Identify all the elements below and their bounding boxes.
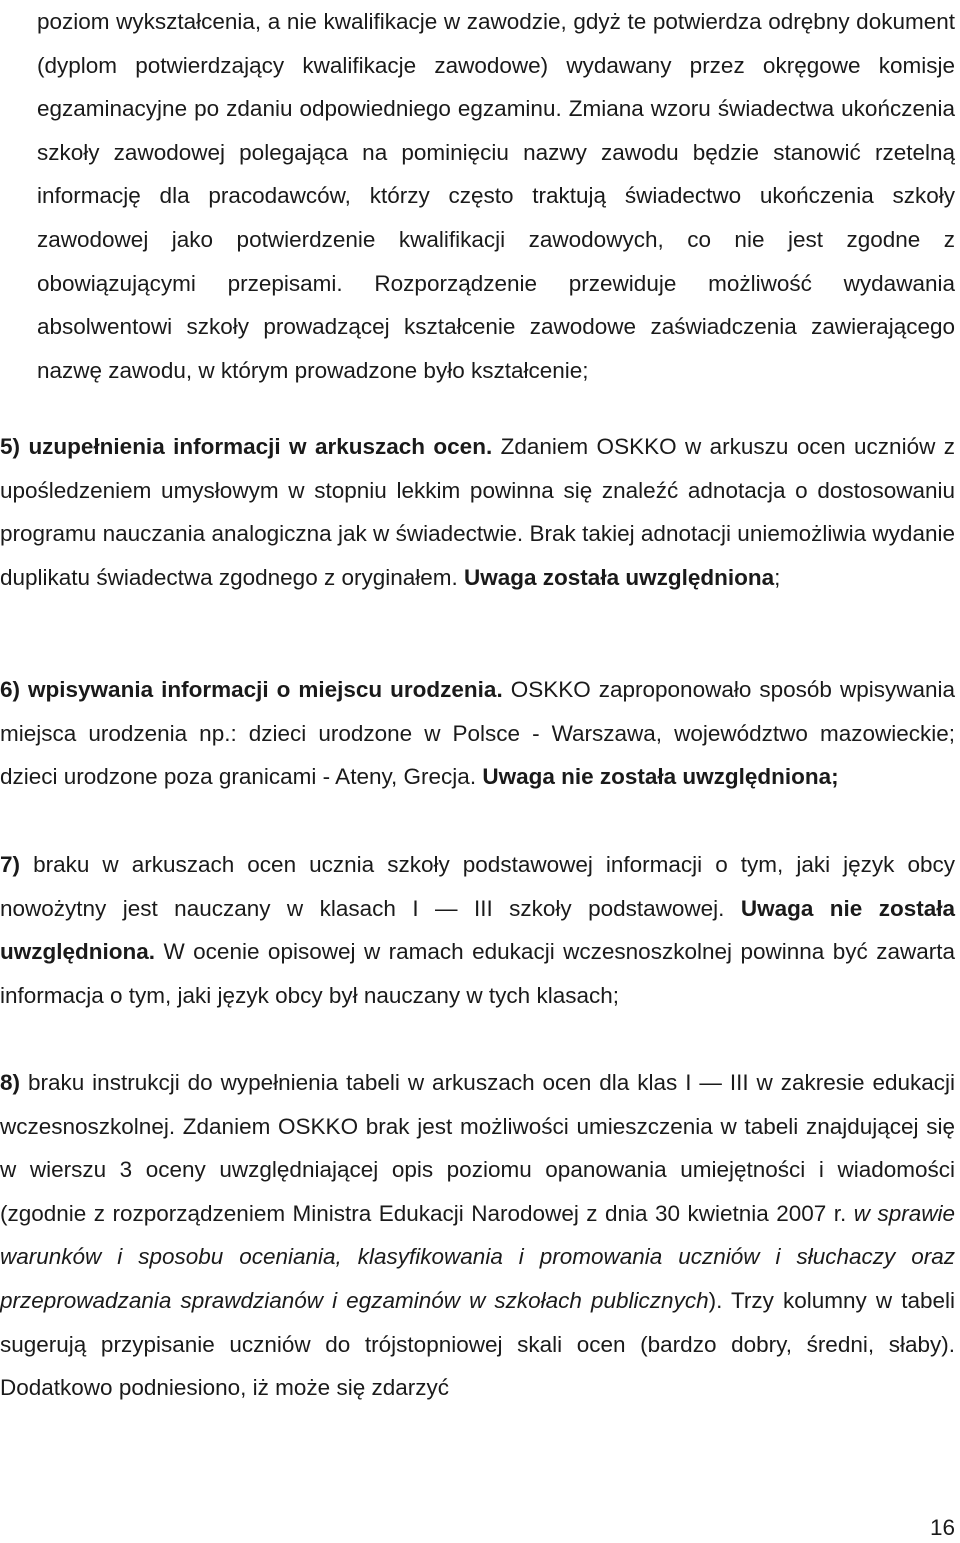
item-7-text: braku w arkuszach ocen ucznia szkoły podstawowej informacji o tym, jaki język obcy nowożytny jest nauczany w klasach I — III szkoły podstawowej. bbox=[0, 852, 955, 921]
item-6-heading: wpisywania informacji o miejscu urodzenia. bbox=[28, 677, 503, 702]
item-5-text: Zdaniem OSKKO w arkuszu ocen uczniów z upośledzeniem umysłowym w stopniu lekkim powinna się znaleźć adnotacja o dostosowaniu programu nauczania analogiczna jak w świadectwie. Brak takiej adnotacji uniemożliwia wydanie duplikatu świadectwa zgodnego z oryginałem. bbox=[0, 434, 955, 590]
item-8-number: 8) bbox=[0, 1070, 21, 1095]
item-7-tail: W ocenie opisowej w ramach edukacji wczesnoszkolnej powinna być zawarta informacja o tym, jaki język obcy był nauczany w tych klasach; bbox=[0, 939, 955, 1008]
item-6-number: 6) bbox=[0, 677, 21, 702]
item-7-number: 7) bbox=[0, 852, 21, 877]
list-item-5 bbox=[0, 425, 955, 599]
item-5-number: 5) bbox=[0, 434, 21, 459]
item-6-note: Uwaga nie została uwzględniona; bbox=[482, 764, 839, 790]
list-item-8 bbox=[0, 1061, 955, 1410]
list-item-6 bbox=[0, 668, 955, 799]
item-5-heading: uzupełnienia informacji w arkuszach ocen. bbox=[28, 434, 493, 459]
item-8-text-1: braku instrukcji do wypełnienia tabeli w arkuszach ocen dla klas I — III w zakresie edukacji wczesnoszkolnej. Zdaniem OSKKO brak jest możliwości umieszczenia w tabeli znajdującej się w wierszu 3 oceny uwzględniającej opis poziomu opanowania umiejętności i wiadomości (zgodnie z rozporządzeniem Ministra Edukacji Narodowej z dnia 30 kwietnia 2007 r. bbox=[0, 1070, 955, 1226]
item-5-tail: ; bbox=[774, 564, 781, 590]
item-8-text-2: ). Trzy kolumny w tabeli sugerują przypisanie uczniów do trójstopniowej skali ocen (bardzo dobry, średni, słaby). Dodatkowo podniesiono, iż może się zdarzyć bbox=[0, 1287, 955, 1401]
item-6-text: OSKKO zaproponowało sposób wpisywania miejsca urodzenia np.: dzieci urodzone w Polsce - Warszawa, województwo mazowieckie; dzieci urodzone poza granicami - Ateny, Grecja. bbox=[0, 677, 955, 790]
page-number: 16 bbox=[929, 1515, 955, 1540]
list-item-7 bbox=[0, 843, 955, 1017]
paragraph-intro bbox=[37, 0, 955, 392]
paragraph-intro-text: poziom wykształcenia, a nie kwalifikacje w zawodzie, gdyż te potwierdza odrębny dokument (dyplom potwierdzający kwalifikacje zawodowe) wydawany przez okręgowe komisje egzaminacyjne po zdaniu odpowiedniego egzaminu. Zmiana wzoru świadectwa ukończenia szkoły zawodowej polegająca na pominięciu nazwy zawodu będzie stanowić rzetelną informację dla pracodawców, którzy często traktują świadectwo ukończenia szkoły zawodowej jako potwierdzenie kwalifikacji zawodowych, co nie jest zgodne z obowiązującymi przepisami. Rozporządzenie przewiduje możliwość wydawania absolwentowi szkoły prowadzącej kształcenie zawodowe zaświadczenia zawierającego nazwę zawodu, w którym prowadzone było kształcenie; bbox=[37, 9, 955, 383]
item-5-note: Uwaga została uwzględniona bbox=[464, 564, 775, 590]
item-8-italic-title: w sprawie warunków i sposobu oceniania, klasyfikowania i promowania uczniów i słuchaczy oraz przeprowadzania sprawdzianów i egzaminów w szkołach publicznych bbox=[0, 1200, 955, 1313]
item-7-note: Uwaga nie została uwzględniona. bbox=[0, 895, 955, 965]
